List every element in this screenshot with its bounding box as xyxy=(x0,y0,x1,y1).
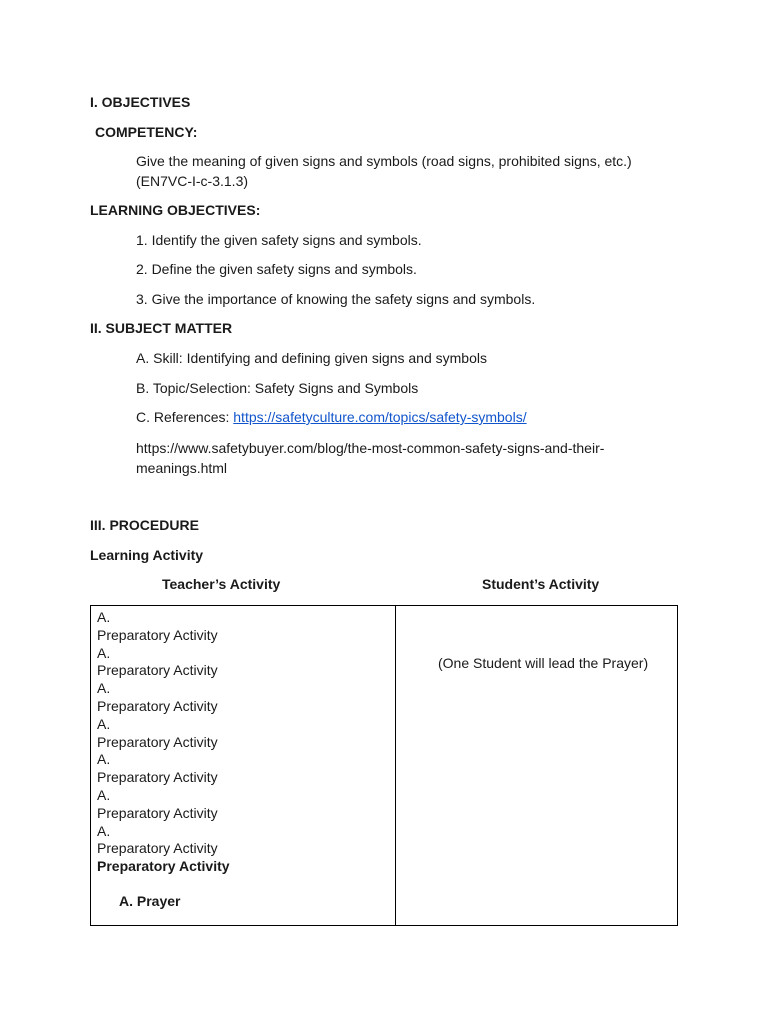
learning-objectives-label: LEARNING OBJECTIVES: xyxy=(90,202,261,218)
references-line xyxy=(136,409,527,425)
objective-item: 1. Identify the given safety signs and symbols. xyxy=(136,232,422,248)
objectives-heading: I. OBJECTIVES xyxy=(90,94,191,110)
topic-line: B. Topic/Selection: Safety Signs and Symbols xyxy=(136,380,419,396)
activity-label: Preparatory Activity xyxy=(97,626,218,643)
procedure-heading: III. PROCEDURE xyxy=(90,517,199,533)
activity-label: Preparatory Activity xyxy=(97,697,218,714)
prayer-item: A. Prayer xyxy=(119,892,181,909)
references-label: C. References: xyxy=(136,409,234,425)
activity-label: Preparatory Activity xyxy=(97,769,218,786)
competency-label: COMPETENCY: xyxy=(95,124,198,140)
activity-marker: A. xyxy=(97,786,111,803)
objective-item: 2. Define the given safety signs and symbols. xyxy=(136,261,417,277)
activity-label: Preparatory Activity xyxy=(97,840,218,857)
skill-line: A. Skill: Identifying and defining given signs and symbols xyxy=(136,350,487,366)
competency-code: (EN7VC-I-c-3.1.3) xyxy=(136,173,249,189)
activity-marker: A. xyxy=(97,715,111,732)
teacher-activity-header: Teacher’s Activity xyxy=(162,576,281,592)
activity-label: Preparatory Activity xyxy=(97,662,218,679)
activity-marker: A. xyxy=(97,609,111,625)
student-activity-header: Student’s Activity xyxy=(482,576,600,592)
references-extra: https://www.safetybuyer.com/blog/the-most-common-safety-signs-and-their-meanings.html xyxy=(136,440,605,476)
competency-text: Give the meaning of given signs and symbols (road signs, prohibited signs, etc.) xyxy=(136,153,632,169)
subject-matter-heading: II. SUBJECT MATTER xyxy=(90,320,233,336)
teacher-activity-cell xyxy=(91,606,396,926)
activity-label: Preparatory Activity xyxy=(97,733,218,750)
objective-item: 3. Give the importance of knowing the safety signs and symbols. xyxy=(136,291,536,307)
activity-label-bold: Preparatory Activity xyxy=(97,858,230,875)
activity-table xyxy=(90,605,678,926)
activity-marker: A. xyxy=(97,644,111,661)
student-activity-text: (One Student will lead the Prayer) xyxy=(438,655,649,671)
activity-marker: A. xyxy=(97,680,111,697)
student-activity-cell xyxy=(396,606,678,926)
activity-marker: A. xyxy=(97,822,111,839)
activity-marker: A. xyxy=(97,751,111,768)
learning-activity-label: Learning Activity xyxy=(90,547,204,563)
activity-label: Preparatory Activity xyxy=(97,804,218,821)
references-link[interactable]: https://safetyculture.com/topics/safety-symbols/ xyxy=(233,409,527,425)
